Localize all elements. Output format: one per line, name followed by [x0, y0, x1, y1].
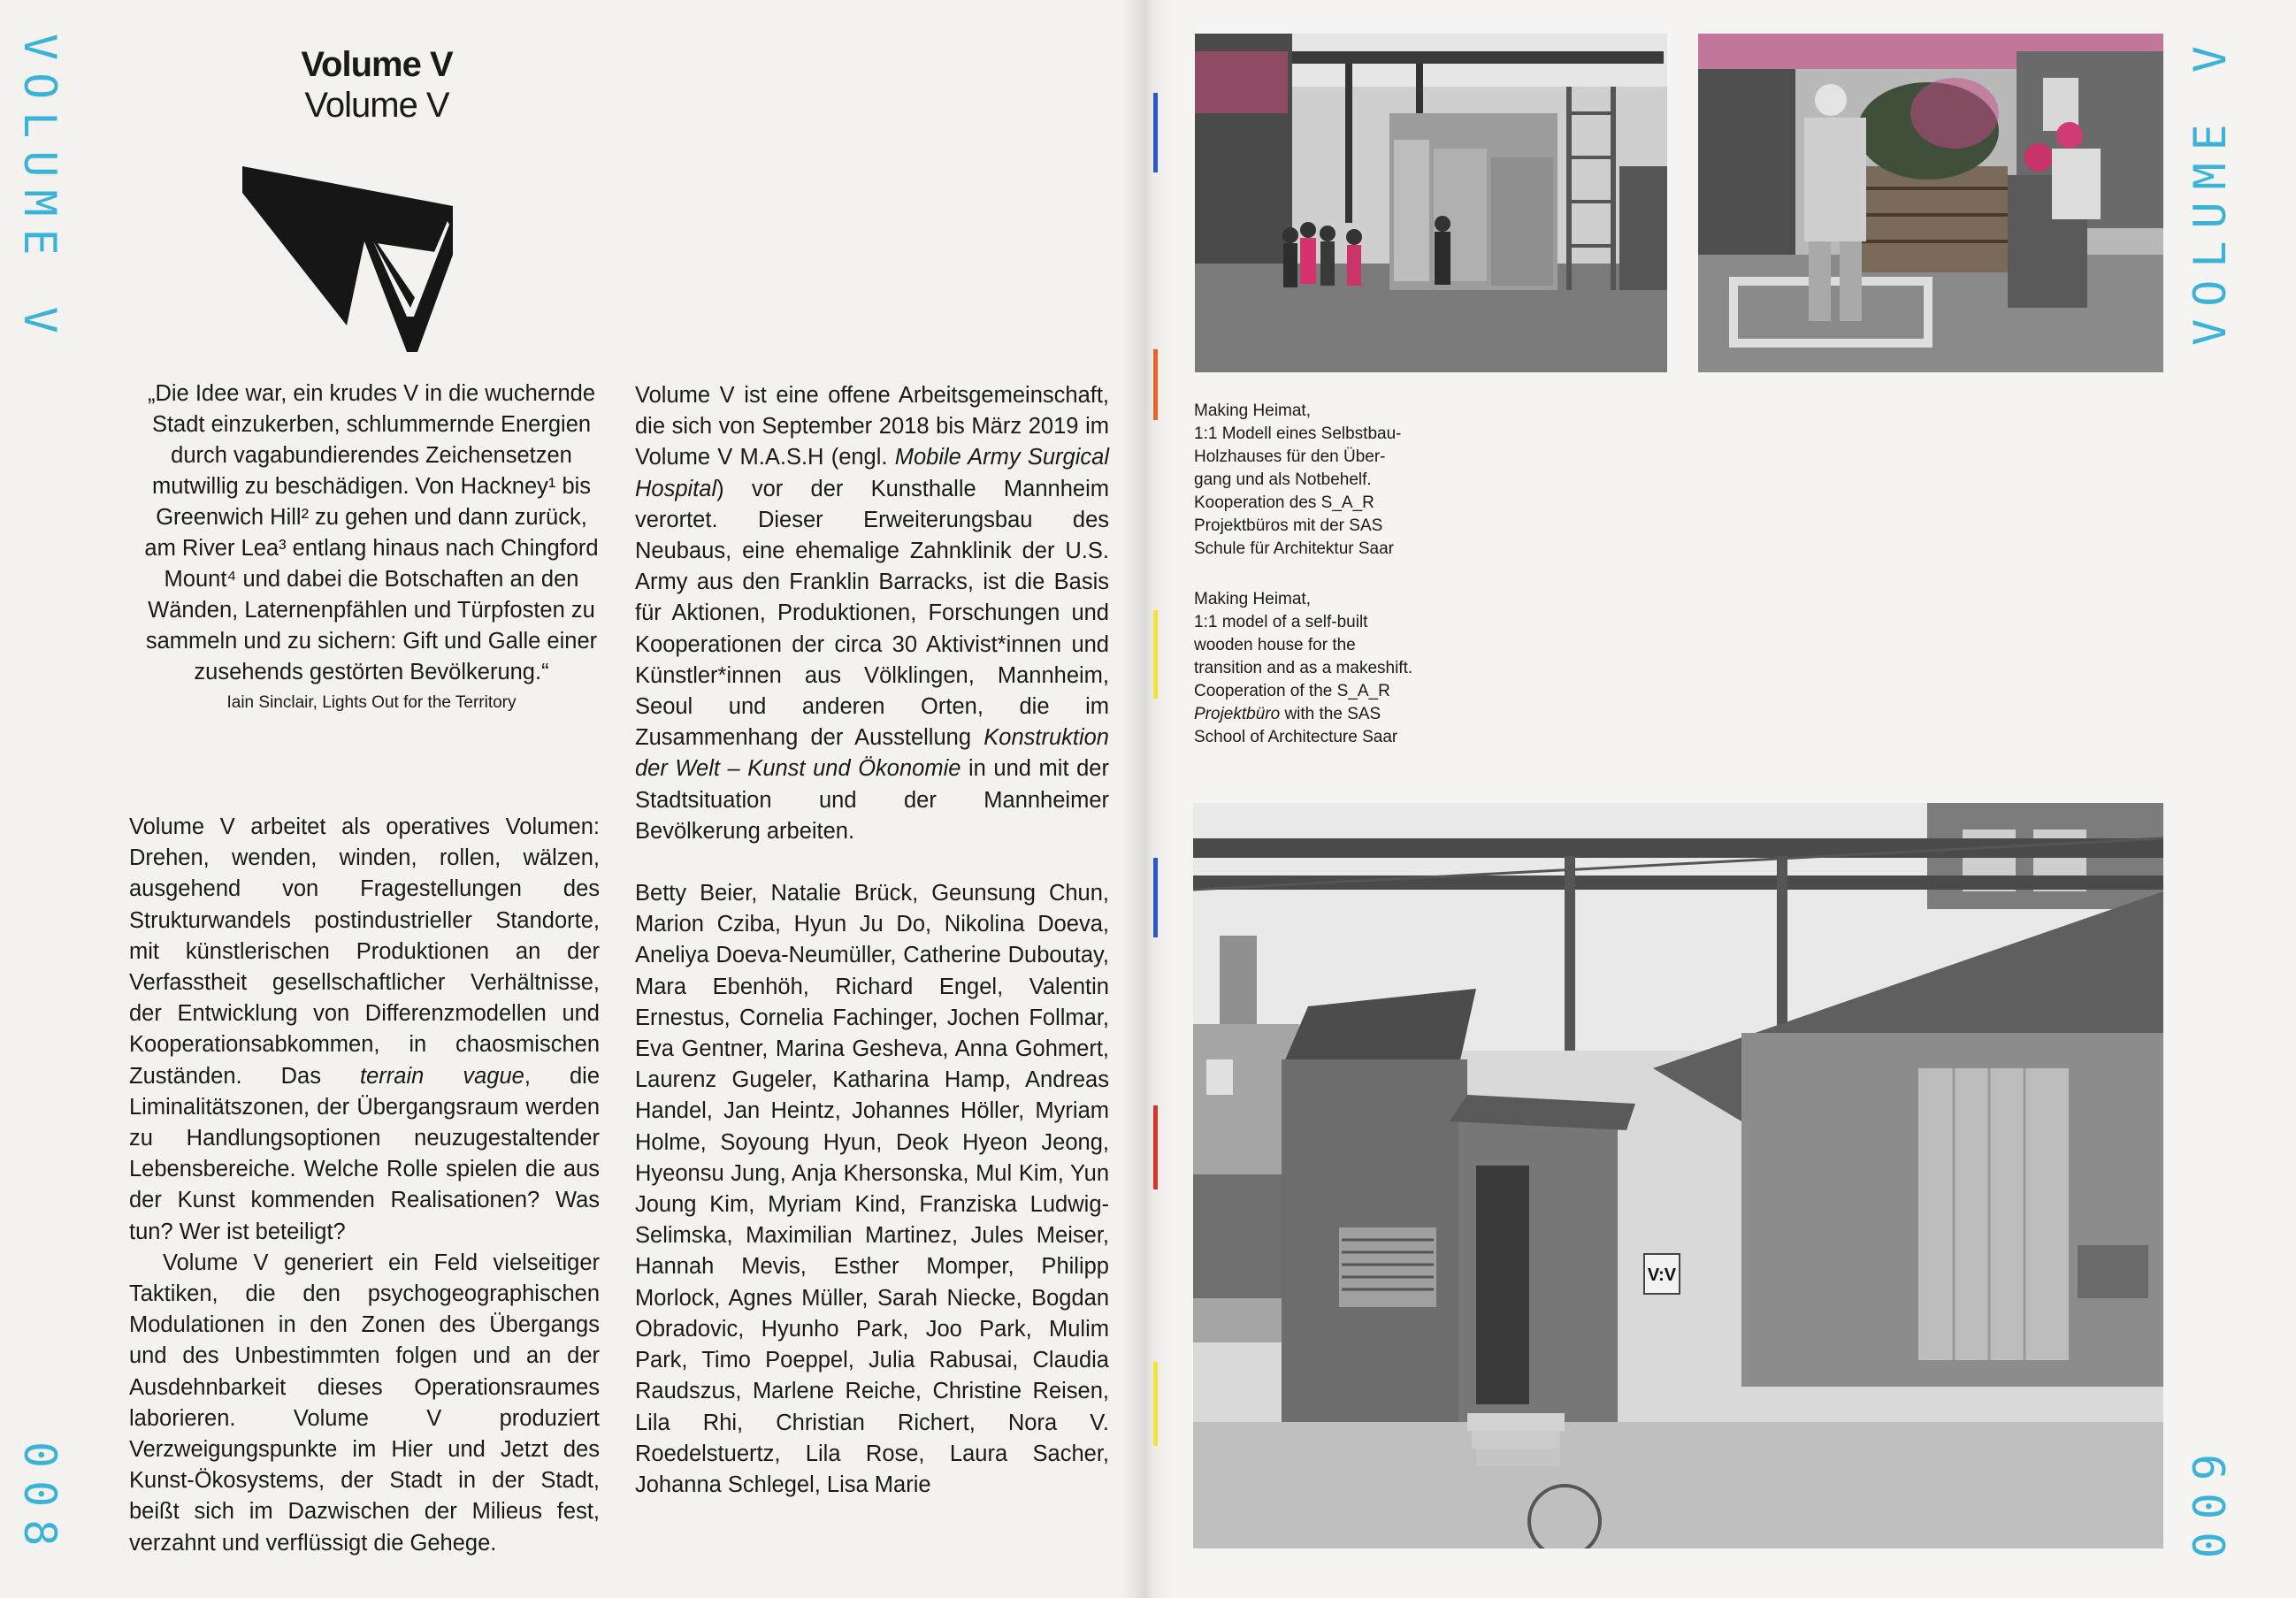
- body-column-1: [129, 812, 600, 1559]
- photo-workers-with-pallet: [1698, 34, 2163, 372]
- heading-line-2: Volume V: [304, 86, 449, 125]
- photo-caption-english: Making Heimat, 1:1 model of a self-built wooden house for the transition and as a makeshift. Cooperation of the S_A_R Projektbüro with the SAS School of Architecture Saar: [1194, 590, 1413, 746]
- body-column-2: [635, 380, 1109, 1501]
- page-number: 009: [2185, 1441, 2236, 1559]
- paragraph: Volume V arbeitet als operatives Volumen: Drehen, wenden, winden, rollen, wälzen, ausgehend von Fragestellungen des Strukturwandels postindustrieller Standorte, mit künstlerischen Produktionen an der Verfasstheit gesellschaftlicher Verhältnisse, der Entwicklung von Differenzmodellen und Kooperationsabkommen, in chaosmischen Zuständen. Das terrain vague, die Liminalitätszonen, der Übergangsraum werden zu Handlungsoptionen neuzugestaltender Lebensbereiche. Welche Rolle spielen die aus der Kunst kommenden Realisationen? Was tun? Wer ist beteiligt?: [129, 814, 601, 1244]
- quote-text: „Die Idee war, ein krudes V in die wuchernde Stadt einzukerben, schlummernde Energien durch vagabundierendes Zeichensetzen mutwillig zu beschädigen. Von Hackney¹ bis Greenwich Hill² zu gehen und dann zurück, am River Lea³ entlang hinaus nach Chingford Mount⁴ und dabei die Botschaften an den Wänden, Laternenpfählen und Türpfosten zu sammeln und zu sichern: Gift und Galle einer zusehends gestörten Bevölkerung.“: [144, 381, 599, 684]
- sign-text: V:V: [1647, 1265, 1677, 1285]
- photo-illustration: [1698, 34, 2163, 372]
- photo-wooden-hut: [1193, 803, 2163, 1548]
- paragraph: Volume V ist eine offene Arbeitsgemeinschaft, die sich von September 2018 bis März 2019 im Volume V M.A.S.H (engl. Mobile Army Surgical Hospital) vor der Kunsthalle Mannheim verortet. Dieser Erweiterungsbau des Neubaus, eine ehemalige Zahnklinik der U.S. Army aus den Franklin Barracks, ist die Basis für Aktionen, Produktionen, Forschungen und Kooperationen der circa 30 Aktivist*innen und Künstler*innen aus Völklingen, Mannheim, Seoul und anderen Orten, die im Zusammenhang der Ausstellung Konstruktion der Welt – Kunst und Ökonomie in und mit der Stadtsituation und der Mannheimer Bevölkerung arbeiten.: [635, 383, 1109, 844]
- photo-illustration: [1195, 34, 1667, 372]
- color-tab-orange: [1153, 349, 1158, 420]
- running-title: VOLUME V: [2185, 34, 2236, 346]
- paragraph: Volume V generiert ein Feld vielseitiger Taktiken, die den psychogeographischen Modulationen in den Zonen des Übergangs und des Unbestimmten folgen und an der Ausdehnbarkeit dieses Operationsraumes laborieren. Volume V produziert Verzweigungspunkte im Hier und Jetzt des Kunst-Ökosystems, der Stadt in der Stadt, beißt sich im Dazwischen der Milieus fest, verzahnt und verflüssigt die Gehege.: [129, 1250, 600, 1556]
- quote-source: Iain Sinclair, Lights Out for the Territory: [226, 693, 517, 712]
- color-tab-blue: [1153, 858, 1158, 937]
- page-heading: [262, 44, 492, 126]
- page-number: 008: [14, 1441, 65, 1559]
- color-tab-blue: [1153, 93, 1158, 172]
- participants-list: Betty Beier, Natalie Brück, Geunsung Chun, Marion Cziba, Hyun Ju Do, Nikolina Doeva, Aneliya Doeva-Neumüller, Catherine Duboutay, Mara Ebenhöh, Richard Engel, Valentin Ernestus, Cornelia Fachinger, Jochen Follmar, Eva Gentner, Marina Gesheva, Anna Gohmert, Laurenz Gugeler, Katharina Hamp, Andreas Handel, Jan Heintz, Johannes Höller, Myriam Holme, Soyoung Hyun, Deok Hyeon Jeong, Hyeonsu Jung, Anja Khersonska, Mul Kim, Yun Joung Kim, Myriam Kind, Franziska Ludwig-Selimska, Maximilian Martinez, Jules Meiser, Hannah Mevis, Esther Momper, Philipp Morlock, Agnes Müller, Sarah Niecke, Bogdan Obradovic, Hyunho Park, Joo Park, Mulim Park, Timo Poeppel, Julia Rabusai, Claudia Raudszus, Marlene Reiche, Christine Reisen, Lila Rhi, Christian Richert, Nora V. Roedelstuertz, Lila Rose, Laura Sacher, Johanna Schlegel, Lisa Marie: [635, 881, 1109, 1497]
- epigraph-quote: [142, 378, 601, 716]
- color-tab-yellow: [1153, 610, 1158, 699]
- running-title: VOLUME V: [14, 34, 65, 346]
- photo-construction-site: [1195, 34, 1667, 372]
- photo-caption-german: Making Heimat, 1:1 Modell eines Selbstbau- Holzhauses für den Über- gang und als Notbehelf. Kooperation des S_A_R Projektbüros mit der SAS Schule für Architektur Saar: [1194, 401, 1402, 558]
- color-tab-red: [1153, 1105, 1158, 1189]
- color-tab-yellow: [1153, 1362, 1158, 1446]
- volume-v-logo: [241, 166, 453, 352]
- heading-line-1: Volume V: [301, 45, 453, 84]
- book-spine-shadow: [1121, 0, 1175, 1598]
- photo-illustration: [1193, 803, 2163, 1548]
